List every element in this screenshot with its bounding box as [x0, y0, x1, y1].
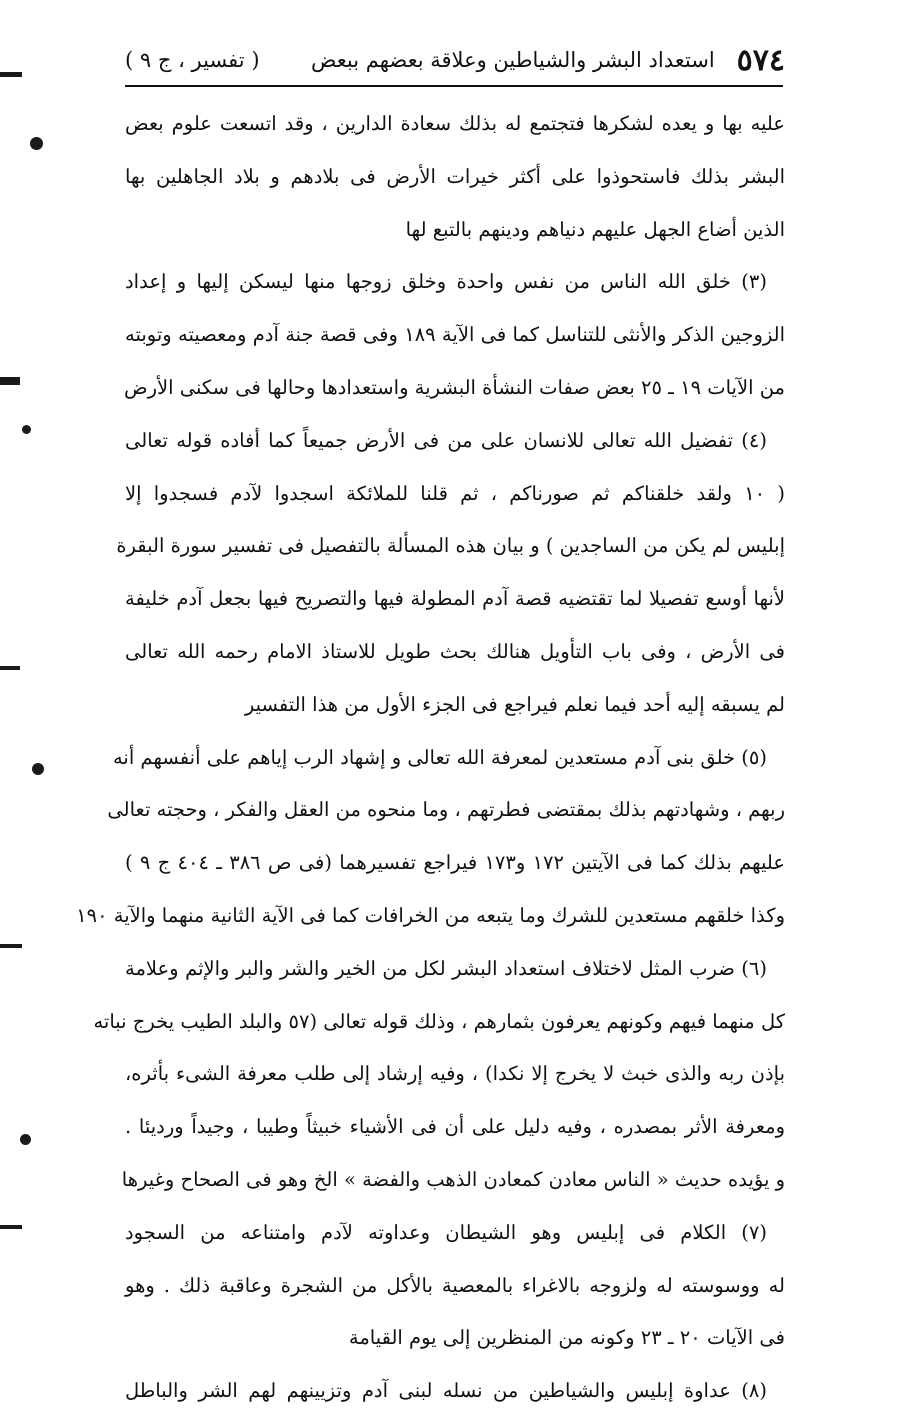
text-line: إبليس لم يكن من الساجدين ) و بيان هذه المسألة بالتفصيل فى تفسير سورة البقرة — [116, 534, 785, 558]
text-line: ومعرفة الأثر بمصدره ، وفيه دليل على أن فى الأشياء خبيثاً وطيبا ، وجيداً ورديئا . — [125, 1115, 785, 1139]
text-line: كل منهما فيهم وكونهم يعرفون بثمارهم ، وذلك قوله تعالى (٥٧ والبلد الطيب يخرج نباته — [93, 1009, 785, 1033]
scan-mark — [20, 1134, 31, 1145]
text-line: الذين أضاع الجهل عليهم دنياهم ودينهم بالتبع لها — [405, 217, 785, 241]
text-line: فى الآيات ٢٠ ـ ٢٣ وكونه من المنظرين إلى يوم القيامة — [348, 1326, 785, 1350]
scan-mark — [30, 137, 43, 150]
text-line: عليه بها و يعده لشكرها فتجتمع له بذلك سعادة الدارين ، وقد اتسعت علوم بعض — [125, 112, 785, 135]
text-line: ( ١٠ ولقد خلقناكم ثم صورناكم ، ثم قلنا للملائكة اسجدوا لآدم فسجدوا إلا — [125, 481, 785, 505]
text-line: (٨) عداوة إبليس والشياطين من نسله لبنى آدم وتزيينهم لهم الشر والباطل — [125, 1379, 767, 1403]
scan-mark — [0, 944, 22, 948]
text-line: الزوجين الذكر والأنثى للتناسل كما فى الآية ١٨٩ وفى قصة جنة آدم ومعصيته وتوبته — [125, 323, 785, 347]
text-line: له ووسوسته له ولزوجه بالاغراء بالمعصية بالأكل من الشجرة وعاقبة ذلك . وهو — [125, 1273, 785, 1297]
header-title: استعداد البشر والشياطين وعلاقة بعضهم ببعض — [311, 48, 715, 72]
text-line: ربهم ، وشهادتهم بذلك بمقتضى فطرتهم ، وما منحوه من العقل والفكر ، وحجته تعالى — [107, 798, 785, 822]
text-line: وكذا خلقهم مستعدين للشرك وما يتبعه من الخرافات كما فى الآية الثانية منهما والآية ١٩٠ — [76, 903, 785, 927]
scan-mark — [0, 1225, 22, 1229]
scan-mark — [0, 72, 22, 77]
header-rule — [125, 85, 783, 87]
text-line: لأنها أوسع تفصيلا لما تقتضيه قصة آدم المطولة فيها والتصريح فيها بجعل آدم خليفة — [125, 587, 785, 611]
header-tag: ( تفسير ، ج ٩ ) — [125, 48, 260, 72]
text-line: (٣) خلق الله الناس من نفس واحدة وخلق زوجها منها ليسكن إليها و إعداد — [125, 270, 767, 294]
text-line: البشر بذلك فاستحوذوا على أكثر خيرات الأرض فى بلادهم و بلاد الجاهلين بها — [125, 164, 785, 188]
running-header — [125, 38, 785, 82]
text-line: و يؤيده حديث « الناس معادن كمعادن الذهب والفضة » الخ وهو فى الصحاح وغيرها — [121, 1167, 785, 1191]
text-line: (٧) الكلام فى إبليس وهو الشيطان وعداوته لآدم وامتناعه من السجود — [125, 1220, 767, 1244]
text-line: (٥) خلق بنى آدم مستعدين لمعرفة الله تعالى و إشهاد الرب إياهم على أنفسهم أنه — [112, 745, 767, 769]
text-line: فى الأرض ، وفى باب التأويل هنالك بحث طويل للاستاذ الامام رحمه الله تعالى — [125, 639, 785, 663]
text-line: عليهم بذلك كما فى الآيتين ١٧٢ و١٧٣ فيراجع تفسيرهما (فى ص ٣٨٦ ـ ٤٠٤ ج ٩ ) — [125, 851, 785, 875]
text-line: لم يسبقه إليه أحد فيما نعلم فيراجع فى الجزء الأول من هذا التفسير — [244, 692, 785, 716]
scan-mark — [0, 666, 20, 670]
scan-mark — [32, 763, 44, 775]
text-line: من الآيات ١٩ ـ ٢٥ بعض صفات النشأة البشرية واستعدادها وحالها فى سكنى الأرض — [124, 375, 785, 399]
scan-mark — [22, 425, 31, 434]
text-line: (٤) تفضيل الله تعالى للانسان على من فى الأرض جميعاً كما أفاده قوله تعالى — [125, 428, 767, 452]
text-line: بإذن ربه والذى خبث لا يخرج إلا نكدا) ، وفيه إرشاد إلى طلب معرفة الشىء بأثره، — [125, 1062, 785, 1086]
scan-mark — [0, 377, 20, 385]
body-text — [76, 98, 785, 1418]
text-line: (٦) ضرب المثل لاختلاف استعداد البشر لكل من الخير والشر والبر والإثم وعلامة — [125, 956, 767, 980]
page-number: ٥٧٤ — [736, 42, 785, 78]
